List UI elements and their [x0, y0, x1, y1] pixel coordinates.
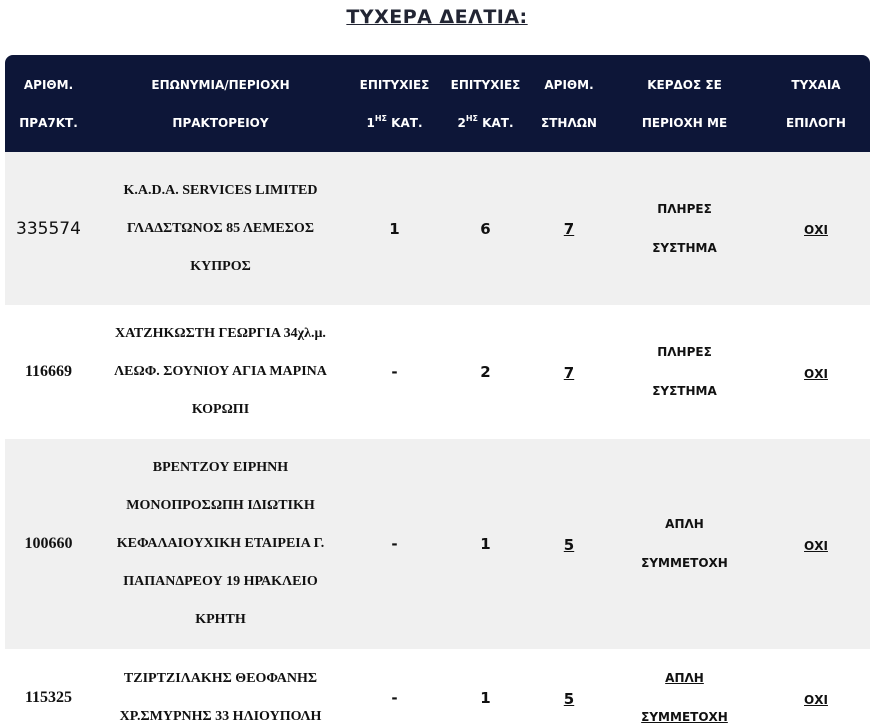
columns-cell — [531, 305, 607, 439]
header-agency-name-line1: ΕΠΩΝΥΜΙΑ/ΠΕΡΙΟΧΗ — [151, 77, 290, 92]
columns-cell — [531, 439, 607, 649]
prize-area-cell — [607, 439, 762, 649]
prize-area-line: ΑΠΛΗ — [665, 517, 704, 531]
agency-name-line: ΚΥΠΡΟΣ — [190, 258, 251, 274]
header-columns-line1: ΑΡΙΘΜ. — [544, 77, 594, 92]
agency-code-cell: 115325 — [24, 689, 73, 706]
first-category-cell: - — [391, 689, 398, 707]
winning-tickets-table — [5, 55, 870, 725]
second-category-cell: 1 — [480, 535, 491, 553]
prize-area-line: ΣΥΣΤΗΜΑ — [652, 240, 717, 255]
header-first-category-sup: ΗΣ — [374, 113, 387, 123]
random-pick-link[interactable]: ΟΧΙ — [804, 538, 828, 553]
agency-code-cell: 335574 — [16, 218, 81, 239]
agency-name-cell — [92, 305, 349, 439]
header-second-category-line1: ΕΠΙΤΥΧΙΕΣ — [450, 77, 521, 92]
table-row — [5, 305, 870, 439]
header-second-category-num: 2 — [457, 115, 466, 130]
agency-name-line: K.A.D.A. SERVICES LIMITED — [123, 182, 318, 198]
random-pick-link[interactable]: ΟΧΙ — [804, 223, 828, 237]
random-pick-cell — [762, 649, 870, 725]
second-category-cell: 6 — [480, 219, 491, 238]
table-row — [5, 439, 870, 649]
first-category-cell: 1 — [389, 219, 400, 238]
header-first-category-num: 1 — [366, 115, 375, 130]
page-title: ΤΥΧΕΡΑ ΔΕΛΤΙΑ: — [346, 6, 528, 28]
header-random-pick-line2: ΕΠΙΛΟΓΗ — [786, 115, 846, 130]
agency-code-cell: 116669 — [24, 363, 73, 380]
second-category-cell: 2 — [480, 363, 491, 381]
random-pick-cell — [762, 439, 870, 649]
first-category-cell: - — [391, 363, 398, 381]
header-first-category-suffix: ΚΑΤ. — [387, 115, 423, 130]
header-prize-area — [607, 55, 762, 152]
header-agency-name — [92, 55, 349, 152]
agency-name-cell — [92, 439, 349, 649]
header-random-pick — [762, 55, 870, 152]
prize-area-line[interactable]: ΑΠΛΗ — [665, 671, 704, 685]
header-second-category-sup: ΗΣ — [465, 113, 478, 123]
prize-area-line: ΠΛΗΡΕΣ — [657, 345, 712, 359]
agency-name-line: ΛΕΩΦ. ΣΟΥΝΙΟΥ ΑΓΙΑ ΜΑΡΙΝΑ — [114, 364, 327, 379]
winning-tickets-table-container — [5, 55, 870, 725]
header-second-category-line2 — [440, 104, 531, 142]
agency-name-line: ΚΕΦΑΛΑΙΟΥΧΙΚΗ ΕΤΑΙΡΕΙΑ Γ. — [116, 536, 325, 551]
random-pick-cell — [762, 305, 870, 439]
table-header — [5, 55, 870, 152]
columns-link[interactable]: 5 — [563, 535, 575, 554]
header-second-category — [440, 55, 531, 152]
agency-name-cell — [92, 649, 349, 725]
agency-name-line: ΧΑΤΖΗΚΩΣΤΗ ΓΕΩΡΓΙΑ 34χλ.μ. — [115, 326, 326, 341]
columns-link[interactable]: 5 — [563, 689, 575, 708]
columns-cell — [531, 649, 607, 725]
random-pick-link[interactable]: ΟΧΙ — [804, 692, 828, 707]
agency-name-cell — [92, 152, 349, 305]
header-agency-code-line1: ΑΡΙΘΜ. — [23, 77, 74, 92]
header-second-category-suffix: ΚΑΤ. — [478, 115, 514, 130]
agency-code-cell: 100660 — [24, 535, 73, 552]
header-agency-code — [5, 55, 92, 152]
header-first-category — [349, 55, 440, 152]
header-row — [5, 55, 870, 152]
agency-name-line: ΧΡ.ΣΜΥΡΝΗΣ 33 ΗΛΙΟΥΠΟΛΗ — [119, 709, 322, 724]
table-body — [5, 152, 870, 725]
second-category-cell: 1 — [480, 689, 491, 707]
random-pick-cell — [762, 152, 870, 305]
table-row — [5, 152, 870, 305]
header-random-pick-line1: ΤΥΧΑΙΑ — [791, 77, 841, 92]
prize-area-line: ΠΛΗΡΕΣ — [657, 201, 712, 216]
agency-name-line: ΤΖΙΡΤΖΙΛΑΚΗΣ ΘΕΟΦΑΝΗΣ — [123, 671, 318, 686]
prize-area-line: ΣΥΣΤΗΜΑ — [652, 384, 717, 398]
header-first-category-line2 — [349, 104, 440, 142]
columns-link[interactable]: 7 — [563, 220, 575, 238]
header-columns — [531, 55, 607, 152]
header-agency-name-line2: ΠΡΑΚΤΟΡΕΙΟΥ — [172, 115, 269, 130]
prize-area-cell — [607, 152, 762, 305]
agency-name-line: ΚΡΗΤΗ — [195, 612, 246, 627]
header-prize-area-line2: ΠΕΡΙΟΧΗ ΜΕ — [641, 115, 728, 130]
columns-cell — [531, 152, 607, 305]
header-columns-line2: ΣΤΗΛΩΝ — [541, 115, 597, 130]
header-first-category-line1: ΕΠΙΤΥΧΙΕΣ — [359, 77, 430, 92]
columns-link[interactable]: 7 — [563, 363, 575, 382]
prize-area-line: ΣΥΜΜΕΤΟΧΗ — [641, 556, 728, 570]
agency-name-line: ΓΛΑΔΣΤΩΝΟΣ 85 ΛΕΜΕΣΟΣ — [127, 220, 314, 236]
table-row — [5, 649, 870, 725]
header-prize-area-line1: ΚΕΡΔΟΣ ΣΕ — [647, 77, 722, 92]
prize-area-cell — [607, 305, 762, 439]
prize-area-line[interactable]: ΣΥΜΜΕΤΟΧΗ — [641, 710, 728, 724]
agency-name-line: ΜΟΝΟΠΡΟΣΩΠΗ ΙΔΙΩΤΙΚΗ — [126, 498, 315, 513]
agency-name-line: ΠΑΠΑΝΔΡΕΟΥ 19 ΗΡΑΚΛΕΙΟ — [123, 574, 318, 589]
random-pick-link[interactable]: ΟΧΙ — [804, 366, 828, 381]
agency-name-line: ΚΟΡΩΠΙ — [191, 402, 250, 417]
header-agency-code-line2: ΠΡΑ7ΚΤ. — [19, 115, 78, 130]
first-category-cell: - — [391, 535, 398, 553]
agency-name-line: ΒΡΕΝΤΖΟΥ ΕΙΡΗΝΗ — [152, 460, 289, 475]
prize-area-cell — [607, 649, 762, 725]
